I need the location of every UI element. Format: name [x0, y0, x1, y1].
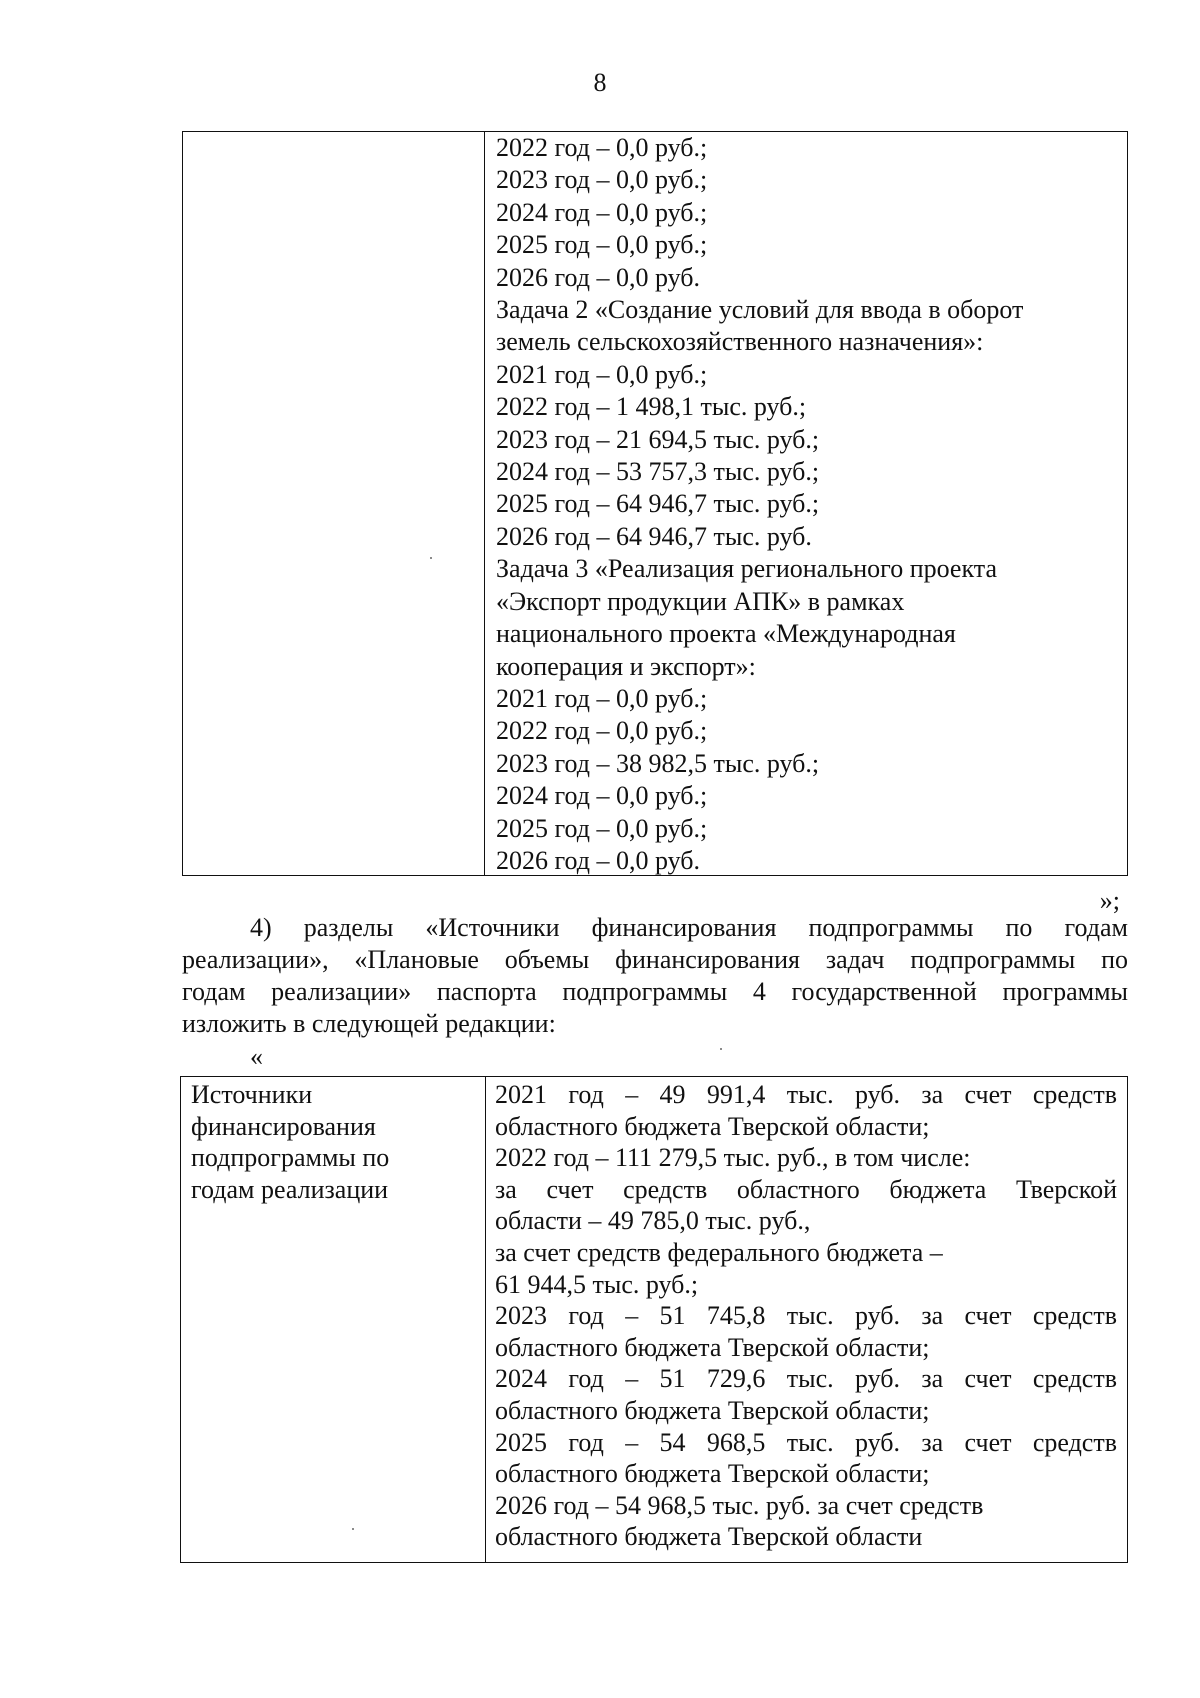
table-line: 2021 год – 49 991,4 тыс. руб. за счет средств	[495, 1080, 1117, 1109]
table-line: 2022 год – 111 279,5 тыс. руб., в том числе:	[495, 1143, 971, 1173]
table-line: 2023 год – 38 982,5 тыс. руб.;	[496, 748, 820, 778]
table-line: 2023 год – 51 745,8 тыс. руб. за счет средств	[495, 1301, 1117, 1331]
table-line: Задача 2 «Создание условий для ввода в оборот	[496, 295, 1024, 325]
table-line: 2025 год – 64 946,7 тыс. руб.;	[496, 489, 820, 519]
table-line: 2021 год – 0,0 руб.;	[496, 359, 708, 389]
table-line: 2026 год – 64 946,7 тыс. руб.	[496, 521, 812, 551]
paragraph-line: 4) разделы «Источники финансирования подпрограммы по годам	[250, 913, 1128, 942]
table-line: области – 49 785,0 тыс. руб.,	[495, 1206, 811, 1236]
table-line: земель сельскохозяйственного назначения»:	[496, 327, 984, 357]
financing-sources-table	[180, 1076, 1128, 1563]
financing-tasks-table-continued	[182, 131, 1128, 876]
table-line: областного бюджета Тверской области;	[495, 1111, 930, 1141]
financing-sources-values-cell	[495, 1079, 1117, 1553]
scan-speck	[430, 557, 432, 559]
table-line: 2022 год – 0,0 руб.;	[496, 133, 708, 162]
table-line: «Экспорт продукции АПК» в рамках	[496, 586, 905, 616]
closing-quote: »;	[1099, 886, 1120, 915]
table-line: 61 944,5 тыс. руб.;	[495, 1269, 699, 1299]
table-line: 2026 год – 0,0 руб.	[496, 262, 701, 292]
table-line: за счет средств федерального бюджета –	[495, 1237, 943, 1267]
table-line: 2025 год – 54 968,5 тыс. руб. за счет средств	[495, 1427, 1117, 1457]
table-line: 2022 год – 0,0 руб.;	[496, 716, 708, 746]
table-line: областного бюджета Тверской области;	[495, 1395, 930, 1425]
page-number: 8	[593, 68, 607, 97]
table-line: 2024 год – 53 757,3 тыс. руб.;	[496, 457, 820, 487]
table-line: 2025 год – 0,0 руб.;	[496, 813, 708, 843]
table-line: 2026 год – 0,0 руб.	[496, 845, 701, 875]
paragraph-line: реализации», «Плановые объемы финансирования задач подпрограммы по	[182, 945, 1128, 974]
table-line: 2023 год – 0,0 руб.;	[496, 165, 708, 195]
paragraph-line: изложить в следующей редакции:	[182, 1009, 556, 1038]
table-line: 2023 год – 21 694,5 тыс. руб.;	[496, 424, 820, 454]
table-line: 2025 год – 0,0 руб.;	[496, 230, 708, 260]
table-line: 2022 год – 1 498,1 тыс. руб.;	[496, 392, 807, 422]
label-line: годам реализации	[191, 1174, 389, 1204]
opening-quote: «	[250, 1042, 263, 1071]
column-divider	[484, 132, 485, 875]
table-line: областного бюджета Тверской области;	[495, 1332, 930, 1362]
table-line: Задача 3 «Реализация регионального проекта	[496, 554, 997, 584]
table-line: 2024 год – 51 729,6 тыс. руб. за счет средств	[495, 1364, 1117, 1394]
scan-speck	[352, 1528, 354, 1530]
label-line: подпрограммы по	[191, 1143, 390, 1173]
table-line: областного бюджета Тверской области	[495, 1522, 923, 1552]
task-financing-cell	[496, 132, 1116, 877]
table-line: национального проекта «Международная	[496, 619, 956, 649]
table-line: 2021 год – 0,0 руб.;	[496, 683, 708, 713]
label-line: Источники	[191, 1080, 313, 1109]
table-line: за счет средств областного бюджета Тверской	[495, 1174, 1117, 1204]
table-line: 2026 год – 54 968,5 тыс. руб. за счет средств	[495, 1490, 984, 1520]
table-line: 2024 год – 0,0 руб.;	[496, 781, 708, 811]
paragraph-line: годам реализации» паспорта подпрограммы 4 государственной программы	[182, 977, 1128, 1006]
scan-speck	[720, 1048, 722, 1050]
label-line: финансирования	[191, 1111, 376, 1141]
financing-sources-label-cell	[191, 1079, 476, 1205]
table-line: областного бюджета Тверской области;	[495, 1459, 930, 1489]
table-line: кооперация и экспорт»:	[496, 651, 756, 681]
column-divider	[485, 1077, 486, 1562]
table-line: 2024 год – 0,0 руб.;	[496, 197, 708, 227]
amendment-paragraph	[182, 912, 1128, 1040]
